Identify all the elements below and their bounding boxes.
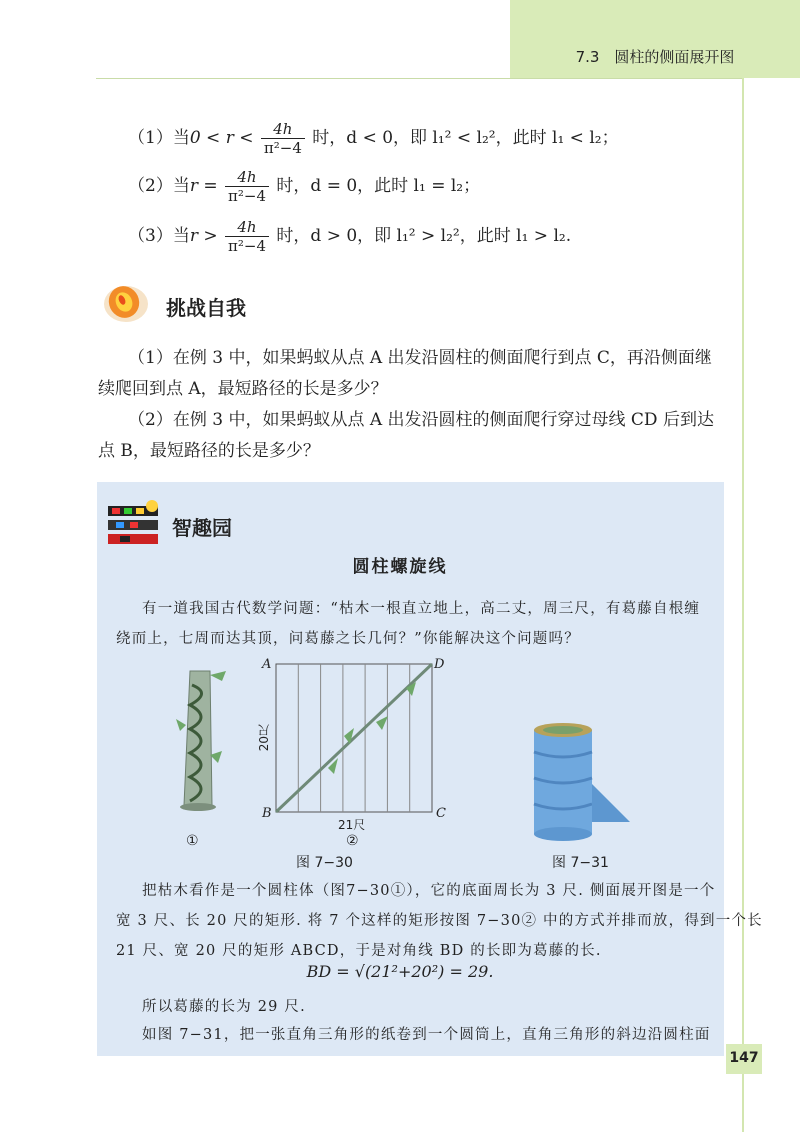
figure-sub1-label: ① [186, 833, 199, 849]
challenge-q2-line1: （2）在例 3 中，如果蚂蚁从点 A 出发沿圆柱的侧面爬行穿过母线 CD 后到达 [128, 410, 714, 430]
case-line-3: （3）当r > $\frac{4h}{\text{π²−4}}$ 时，d > 0，即 l₁² > l₂²，此时 l₁ > l₂. [128, 218, 572, 255]
header-bar [510, 0, 800, 78]
fun-body-line1: 把枯木看作是一个圆柱体（图7−30①），它的底面周长为 3 尺. 侧面展开图是一个 [142, 883, 716, 899]
challenge-title: 挑战自我 [166, 296, 246, 320]
page-number-box [726, 1044, 762, 1074]
cylinder-figure [520, 722, 640, 846]
figure-sub2-label: ② [346, 833, 359, 849]
page-number: 147 [729, 1050, 759, 1066]
case-line-1: （1）当0 < r < $\frac{4h}{\text{π²−4}}$ 时，d < 0，即 l₁² < l₂²，此时 l₁ < l₂； [128, 120, 619, 157]
unrolled-rectangle-figure [256, 652, 456, 832]
width-label: 21尺 [338, 818, 366, 832]
fun-body-line3: 21 尺、宽 20 尺的矩形 ABCD，于是对角线 BD 的长即为葛藤的长. [116, 943, 602, 959]
section-title: 7.3 圆柱的侧面展开图 [575, 48, 735, 66]
fun-body-line2: 宽 3 尺、长 20 尺的矩形. 将 7 个这样的矩形按图 7−30② 中的方式并排而放，得到一个长 [116, 913, 763, 929]
fun-subtitle: 圆柱螺旋线 [352, 557, 448, 577]
figure-30-caption: 图 7−30 [296, 855, 353, 871]
header-rule [96, 78, 744, 79]
fun-intro-line2: 绕而上，七周而达其顶，问葛藤之长几何？”你能解决这个问题吗？ [116, 631, 580, 647]
fraction: $\frac{4h}{\text{π²−4}}$ [261, 120, 305, 157]
challenge-icon [100, 280, 152, 326]
fun-intro-line1: 有一道我国古代数学问题：“枯木一根直立地上，高二丈，周三尺，有葛藤自根缠 [142, 601, 701, 617]
challenge-q2-line2: 点 B，最短路径的长是多少？ [98, 441, 320, 461]
puzzle-icon [106, 498, 164, 550]
point-c-label: C [436, 806, 446, 821]
case-line-2: （2）当r = $\frac{4h}{\text{π²−4}}$ 时，d = 0，此时 l₁ = l₂； [128, 168, 481, 205]
fun-conclusion: 所以葛藤的长为 29 尺. [142, 999, 306, 1015]
point-a-label: A [262, 657, 272, 672]
height-label: 20尺 [257, 724, 271, 752]
fraction: $\frac{4h}{\text{π²−4}}$ [225, 218, 269, 255]
challenge-q1-line2: 续爬回到点 A，最短路径的长是多少？ [98, 379, 388, 399]
fun-garden-title: 智趣园 [172, 516, 232, 540]
point-d-label: D [434, 657, 445, 672]
formula: BD = √(21²+20²) = 29. [306, 962, 494, 981]
fun-last-line: 如图 7−31，把一张直角三角形的纸卷到一个圆筒上，直角三角形的斜边沿圆柱面 [142, 1027, 711, 1043]
fraction: $\frac{4h}{\text{π²−4}}$ [225, 168, 269, 205]
challenge-q1-line1: （1）在例 3 中，如果蚂蚁从点 A 出发沿圆柱的侧面爬行到点 C，再沿侧面继 [128, 348, 712, 368]
point-b-label: B [262, 806, 272, 821]
figure-31-caption: 图 7−31 [552, 855, 609, 871]
tree-trunk-figure [172, 665, 236, 815]
